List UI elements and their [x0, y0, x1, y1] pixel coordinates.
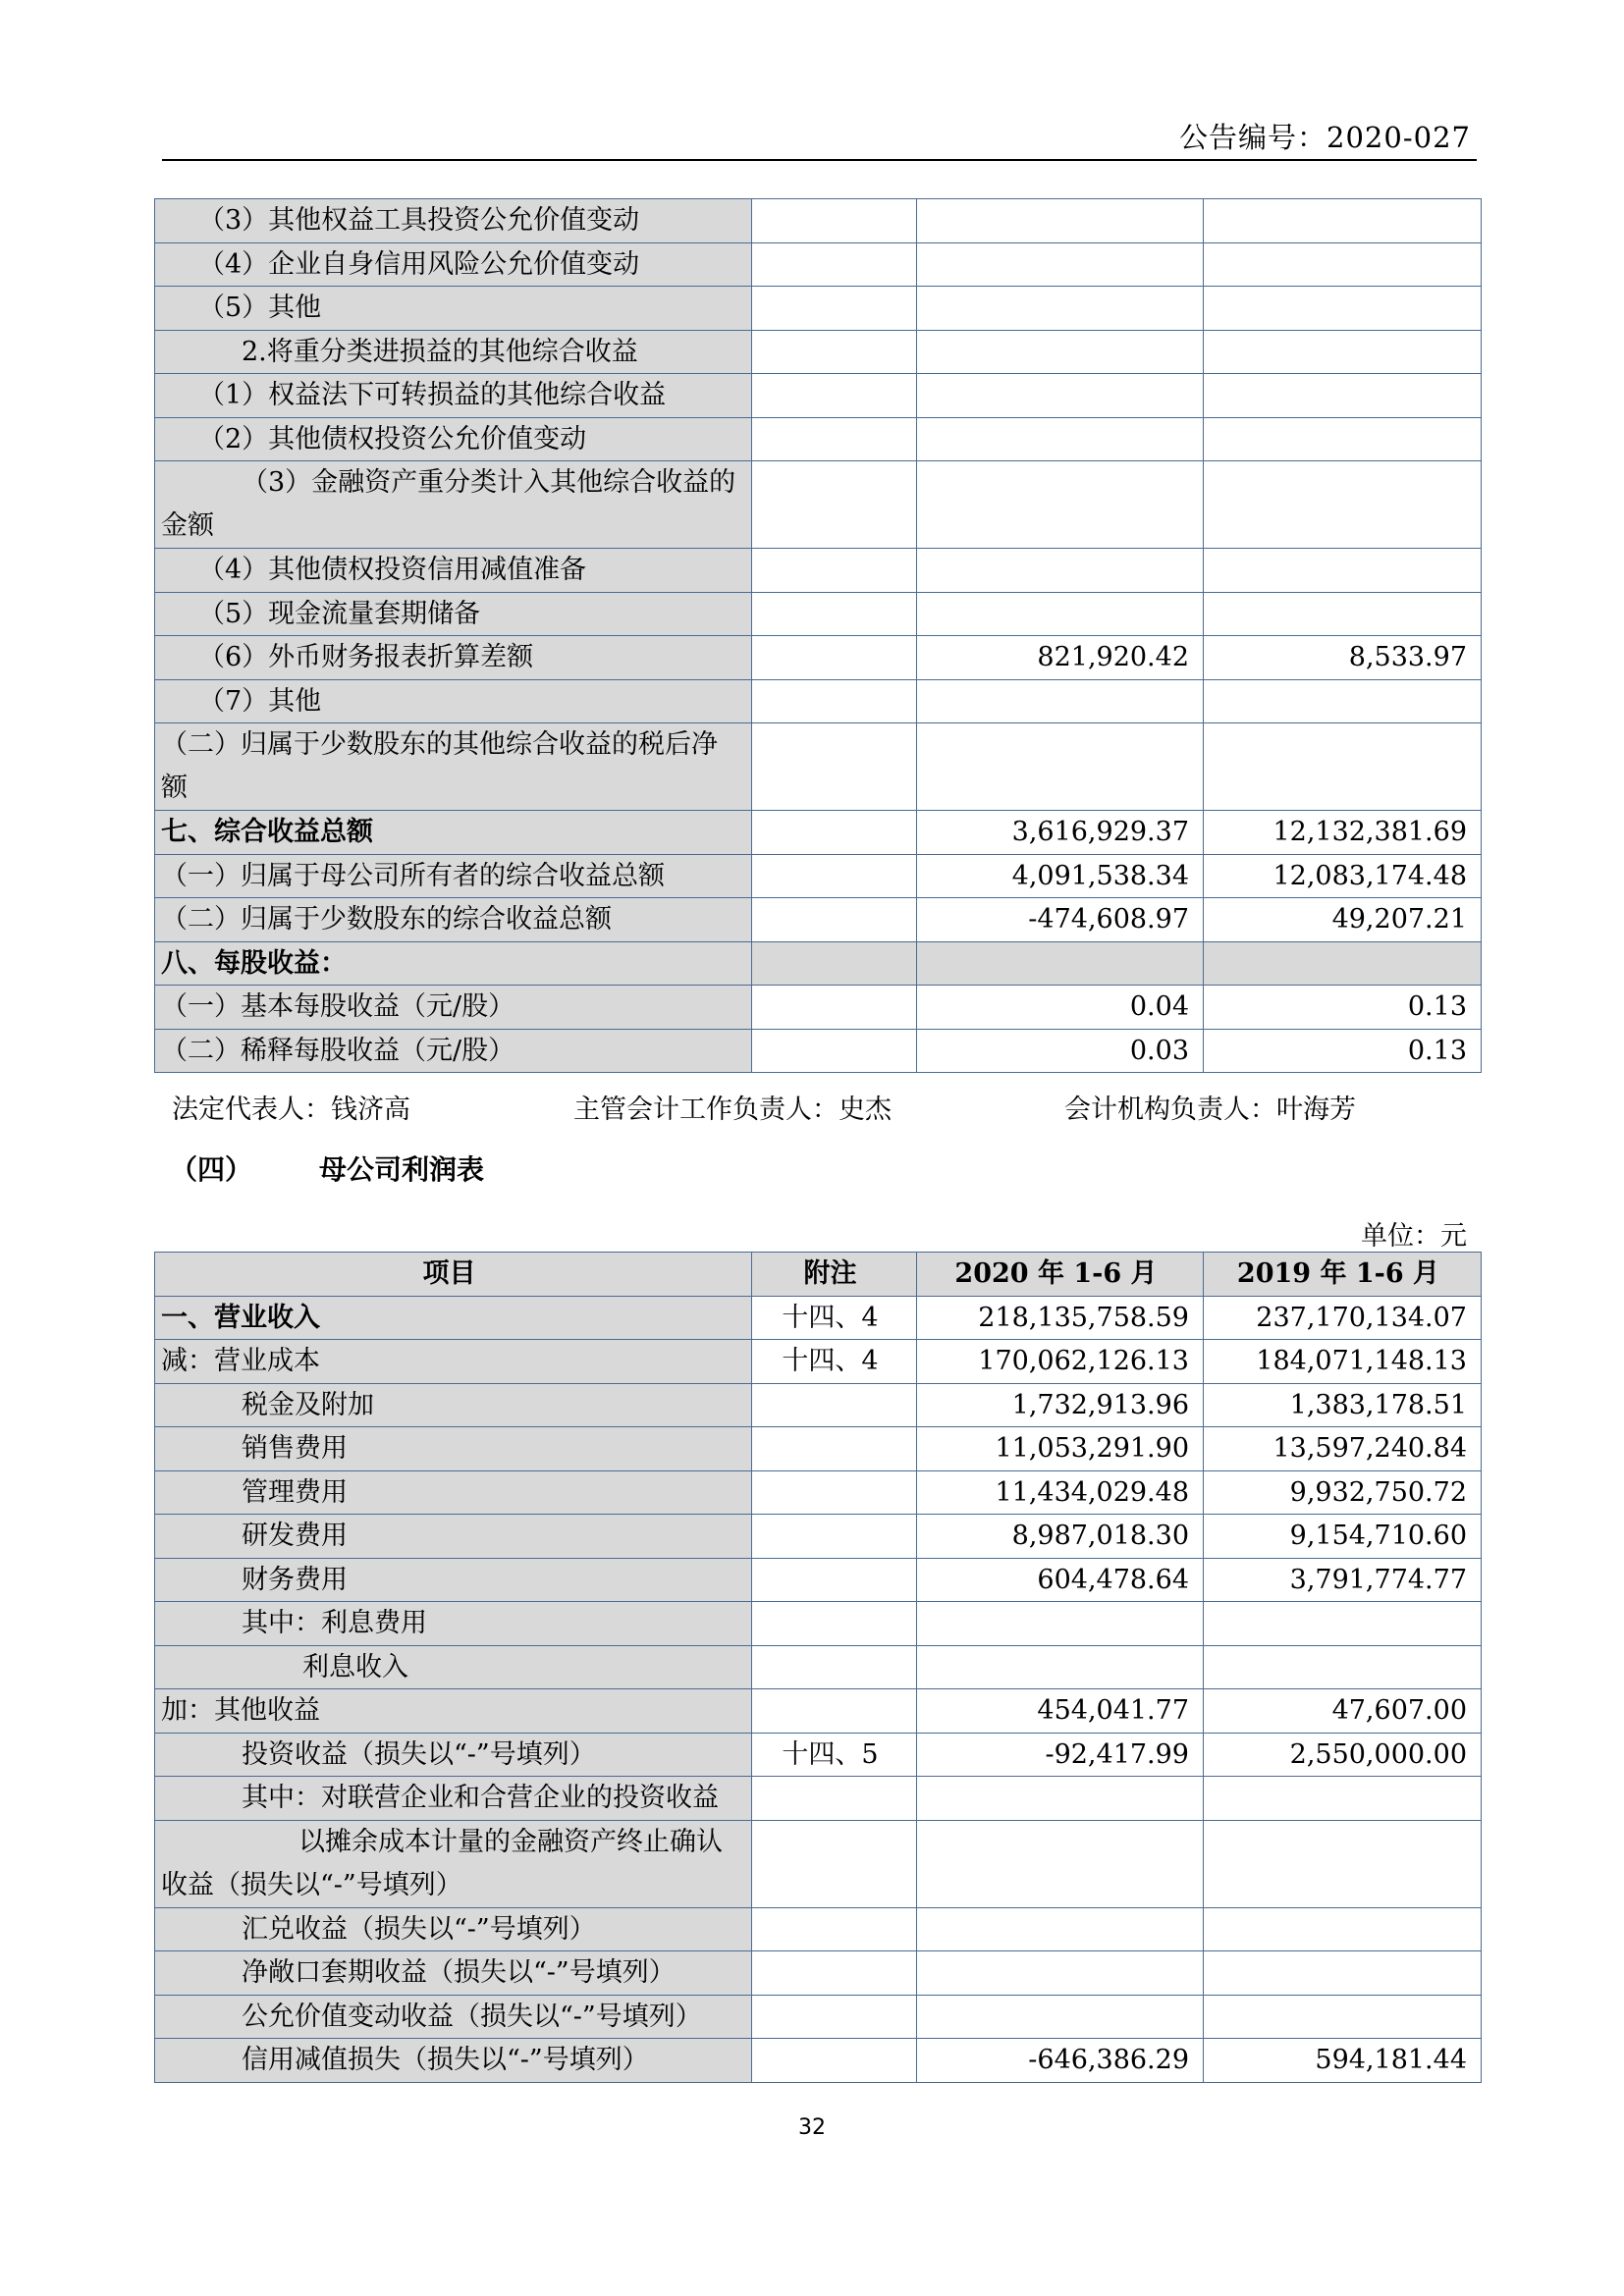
- row-current-period-value: -474,608.97: [917, 898, 1204, 942]
- row-note: 十四、5: [752, 1733, 917, 1777]
- row-item-label: （6）外币财务报表折算差额: [155, 636, 752, 680]
- row-item-label: （5）现金流量套期储备: [155, 592, 752, 636]
- row-prior-period-value: [1204, 1645, 1482, 1689]
- row-current-period-value: [917, 1907, 1204, 1951]
- row-note: [752, 417, 917, 461]
- row-note: [752, 1907, 917, 1951]
- row-item-label: （7）其他: [155, 679, 752, 723]
- institution-head: 会计机构负责人：叶海芳: [1064, 1095, 1356, 1125]
- row-note: [752, 1383, 917, 1427]
- table-row: [155, 854, 1482, 898]
- row-prior-period-value: [1204, 330, 1482, 374]
- row-prior-period-value: [1204, 417, 1482, 461]
- income-table-continued: [154, 198, 1482, 1073]
- table-header-row: [155, 1253, 1482, 1297]
- table-row: [155, 1645, 1482, 1689]
- row-current-period-value: [917, 1995, 1204, 2039]
- row-item-label: 2.将重分类进损益的其他综合收益: [155, 330, 752, 374]
- row-item-label: 汇兑收益（损失以“-”号填列）: [155, 1907, 752, 1951]
- unit-label: 单位：元: [1361, 1221, 1467, 1252]
- row-note: [752, 549, 917, 593]
- row-current-period-value: [917, 199, 1204, 243]
- row-current-period-value: [917, 417, 1204, 461]
- row-current-period-value: 604,478.64: [917, 1558, 1204, 1602]
- row-prior-period-value: 13,597,240.84: [1204, 1427, 1482, 1471]
- row-current-period-value: [917, 330, 1204, 374]
- table-row: [155, 287, 1482, 331]
- table-row: [155, 461, 1482, 549]
- row-prior-period-value: [1204, 592, 1482, 636]
- row-item-label: 加：其他收益: [155, 1689, 752, 1734]
- table-row: [155, 679, 1482, 723]
- row-note: [752, 986, 917, 1030]
- row-item-label: （二）归属于少数股东的其他综合收益的税后净额: [155, 723, 752, 811]
- table-row: [155, 1558, 1482, 1602]
- row-prior-period-value: [1204, 1951, 1482, 1996]
- row-current-period-value: 170,062,126.13: [917, 1340, 1204, 1384]
- row-prior-period-value: 9,154,710.60: [1204, 1515, 1482, 1559]
- row-note: [752, 592, 917, 636]
- table-row: [155, 1733, 1482, 1777]
- row-item-label: 管理费用: [155, 1470, 752, 1515]
- parent-income-statement-table: [154, 1252, 1482, 2083]
- row-prior-period-value: [1204, 1820, 1482, 1907]
- row-prior-period-value: [1204, 941, 1482, 986]
- row-current-period-value: [917, 592, 1204, 636]
- row-prior-period-value: 49,207.21: [1204, 898, 1482, 942]
- row-note: [752, 1645, 917, 1689]
- row-item-label: 利息收入: [155, 1645, 752, 1689]
- page-number: 32: [798, 2115, 826, 2140]
- row-note: [752, 287, 917, 331]
- row-item-label: 一、营业收入: [155, 1296, 752, 1340]
- row-item-label: 以摊余成本计量的金融资产终止确认收益（损失以“-”号填列）: [155, 1820, 752, 1907]
- section-heading: [170, 1148, 484, 1188]
- row-note: [752, 1029, 917, 1073]
- row-prior-period-value: 237,170,134.07: [1204, 1296, 1482, 1340]
- row-item-label: （3）其他权益工具投资公允价值变动: [155, 199, 752, 243]
- row-prior-period-value: 8,533.97: [1204, 636, 1482, 680]
- row-note: [752, 723, 917, 811]
- row-prior-period-value: 12,132,381.69: [1204, 811, 1482, 855]
- row-item-label: （一）基本每股收益（元/股）: [155, 986, 752, 1030]
- row-current-period-value: [917, 1602, 1204, 1646]
- table-row: [155, 417, 1482, 461]
- table-row: [155, 723, 1482, 811]
- section-number: （四）: [170, 1153, 253, 1186]
- table-row: [155, 1907, 1482, 1951]
- row-item-label: 信用减值损失（损失以“-”号填列）: [155, 2039, 752, 2083]
- announcement-number: 公告编号：2020-027: [1179, 121, 1471, 154]
- row-prior-period-value: [1204, 461, 1482, 549]
- row-current-period-value: 11,053,291.90: [917, 1427, 1204, 1471]
- row-prior-period-value: 594,181.44: [1204, 2039, 1482, 2083]
- row-prior-period-value: 3,791,774.77: [1204, 1558, 1482, 1602]
- row-item-label: 净敞口套期收益（损失以“-”号填列）: [155, 1951, 752, 1996]
- row-current-period-value: [917, 1777, 1204, 1821]
- table-row: [155, 811, 1482, 855]
- row-current-period-value: [917, 242, 1204, 287]
- row-prior-period-value: [1204, 242, 1482, 287]
- row-note: 十四、4: [752, 1340, 917, 1384]
- row-prior-period-value: [1204, 1777, 1482, 1821]
- row-item-label: （二）稀释每股收益（元/股）: [155, 1029, 752, 1073]
- row-item-label: （4）企业自身信用风险公允价值变动: [155, 242, 752, 287]
- row-item-label: 销售费用: [155, 1427, 752, 1471]
- row-prior-period-value: 47,607.00: [1204, 1689, 1482, 1734]
- row-prior-period-value: 1,383,178.51: [1204, 1383, 1482, 1427]
- table-row: [155, 941, 1482, 986]
- row-current-period-value: 454,041.77: [917, 1689, 1204, 1734]
- row-note: [752, 461, 917, 549]
- table-row: [155, 1602, 1482, 1646]
- row-current-period-value: [917, 1645, 1204, 1689]
- row-note: [752, 1689, 917, 1734]
- row-prior-period-value: [1204, 374, 1482, 418]
- row-item-label: 财务费用: [155, 1558, 752, 1602]
- row-current-period-value: [917, 941, 1204, 986]
- row-prior-period-value: [1204, 199, 1482, 243]
- row-item-label: （一）归属于母公司所有者的综合收益总额: [155, 854, 752, 898]
- table-row: [155, 242, 1482, 287]
- table-row: [155, 1689, 1482, 1734]
- row-prior-period-value: 12,083,174.48: [1204, 854, 1482, 898]
- table-row: [155, 1951, 1482, 1996]
- row-note: [752, 1820, 917, 1907]
- row-item-label: 其中：利息费用: [155, 1602, 752, 1646]
- row-current-period-value: [917, 1951, 1204, 1996]
- row-current-period-value: 3,616,929.37: [917, 811, 1204, 855]
- row-item-label: 七、综合收益总额: [155, 811, 752, 855]
- row-note: [752, 330, 917, 374]
- row-item-label: 八、每股收益：: [155, 941, 752, 986]
- row-prior-period-value: [1204, 1995, 1482, 2039]
- row-note: [752, 1515, 917, 1559]
- table-row: [155, 1029, 1482, 1073]
- row-note: [752, 1951, 917, 1996]
- row-note: [752, 1777, 917, 1821]
- table-row: [155, 1383, 1482, 1427]
- table-row: [155, 986, 1482, 1030]
- row-note: [752, 854, 917, 898]
- table-row: [155, 2039, 1482, 2083]
- row-item-label: （5）其他: [155, 287, 752, 331]
- row-note: [752, 374, 917, 418]
- row-note: [752, 242, 917, 287]
- row-current-period-value: [917, 549, 1204, 593]
- row-current-period-value: [917, 287, 1204, 331]
- header-current-period: 2020 年 1-6 月: [917, 1253, 1204, 1297]
- row-prior-period-value: 9,932,750.72: [1204, 1470, 1482, 1515]
- accounting-head: 主管会计工作负责人：史杰: [573, 1095, 892, 1125]
- header-note: 附注: [752, 1253, 917, 1297]
- row-current-period-value: 821,920.42: [917, 636, 1204, 680]
- row-note: [752, 1470, 917, 1515]
- legal-representative: 法定代表人：钱济高: [172, 1095, 410, 1125]
- row-item-label: （3）金融资产重分类计入其他综合收益的金额: [155, 461, 752, 549]
- header-item: 项目: [155, 1253, 752, 1297]
- row-prior-period-value: [1204, 679, 1482, 723]
- row-prior-period-value: 0.13: [1204, 986, 1482, 1030]
- row-prior-period-value: [1204, 1907, 1482, 1951]
- section-title: 母公司利润表: [319, 1153, 485, 1186]
- row-current-period-value: -646,386.29: [917, 2039, 1204, 2083]
- table-row: [155, 199, 1482, 243]
- table-row: [155, 330, 1482, 374]
- table-row: [155, 898, 1482, 942]
- row-item-label: （二）归属于少数股东的综合收益总额: [155, 898, 752, 942]
- row-note: [752, 1995, 917, 2039]
- row-note: [752, 636, 917, 680]
- row-prior-period-value: [1204, 549, 1482, 593]
- table-row: [155, 374, 1482, 418]
- row-note: [752, 941, 917, 986]
- row-current-period-value: 4,091,538.34: [917, 854, 1204, 898]
- row-note: [752, 1558, 917, 1602]
- row-note: [752, 1427, 917, 1471]
- row-item-label: （4）其他债权投资信用减值准备: [155, 549, 752, 593]
- row-item-label: 投资收益（损失以“-”号填列）: [155, 1733, 752, 1777]
- row-current-period-value: 8,987,018.30: [917, 1515, 1204, 1559]
- table-row: [155, 1427, 1482, 1471]
- table-row: [155, 1296, 1482, 1340]
- row-current-period-value: [917, 461, 1204, 549]
- row-current-period-value: 11,434,029.48: [917, 1470, 1204, 1515]
- row-note: [752, 811, 917, 855]
- table-row: [155, 1340, 1482, 1384]
- row-current-period-value: [917, 723, 1204, 811]
- row-current-period-value: 0.04: [917, 986, 1204, 1030]
- row-prior-period-value: 184,071,148.13: [1204, 1340, 1482, 1384]
- row-current-period-value: 1,732,913.96: [917, 1383, 1204, 1427]
- row-note: [752, 2039, 917, 2083]
- row-current-period-value: 0.03: [917, 1029, 1204, 1073]
- table-row: [155, 549, 1482, 593]
- row-item-label: 税金及附加: [155, 1383, 752, 1427]
- header-prior-period: 2019 年 1-6 月: [1204, 1253, 1482, 1297]
- row-current-period-value: 218,135,758.59: [917, 1296, 1204, 1340]
- table-row: [155, 1470, 1482, 1515]
- row-note: [752, 199, 917, 243]
- row-prior-period-value: [1204, 1602, 1482, 1646]
- row-current-period-value: [917, 679, 1204, 723]
- row-item-label: 研发费用: [155, 1515, 752, 1559]
- row-prior-period-value: [1204, 287, 1482, 331]
- table-row: [155, 1995, 1482, 2039]
- row-item-label: （1）权益法下可转损益的其他综合收益: [155, 374, 752, 418]
- row-current-period-value: [917, 374, 1204, 418]
- row-note: 十四、4: [752, 1296, 917, 1340]
- row-item-label: （2）其他债权投资公允价值变动: [155, 417, 752, 461]
- table-row: [155, 636, 1482, 680]
- row-item-label: 公允价值变动收益（损失以“-”号填列）: [155, 1995, 752, 2039]
- table-row: [155, 1820, 1482, 1907]
- table-row: [155, 1777, 1482, 1821]
- row-note: [752, 679, 917, 723]
- row-prior-period-value: [1204, 723, 1482, 811]
- row-prior-period-value: 0.13: [1204, 1029, 1482, 1073]
- row-item-label: 其中：对联营企业和合营企业的投资收益: [155, 1777, 752, 1821]
- table-row: [155, 592, 1482, 636]
- header-rule: [162, 159, 1477, 161]
- row-note: [752, 898, 917, 942]
- row-current-period-value: [917, 1820, 1204, 1907]
- table-row: [155, 1515, 1482, 1559]
- row-item-label: 减：营业成本: [155, 1340, 752, 1384]
- row-prior-period-value: 2,550,000.00: [1204, 1733, 1482, 1777]
- row-current-period-value: -92,417.99: [917, 1733, 1204, 1777]
- row-note: [752, 1602, 917, 1646]
